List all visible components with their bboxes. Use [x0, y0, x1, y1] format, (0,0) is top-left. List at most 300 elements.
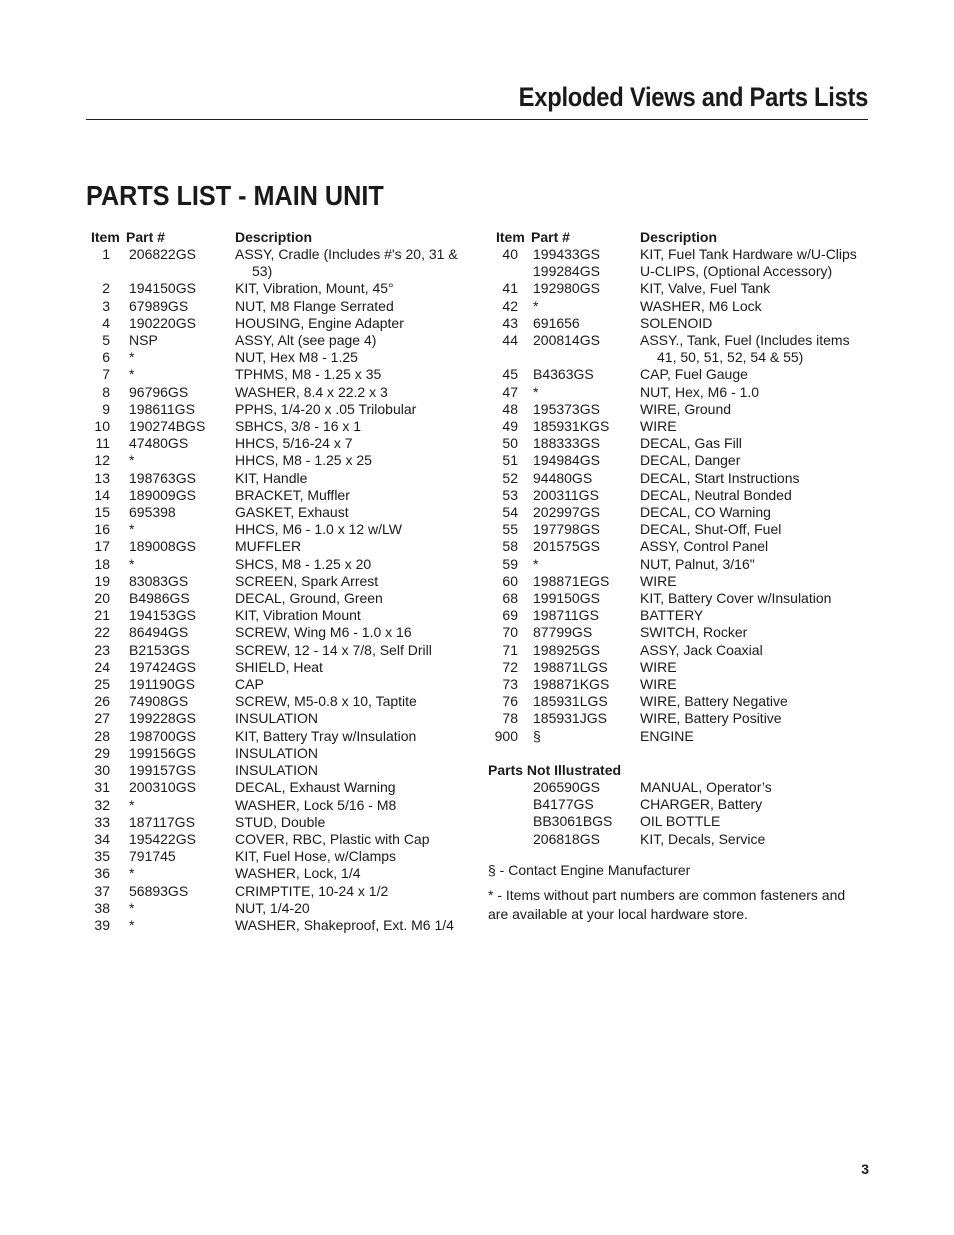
part-description [640, 246, 868, 263]
part-description [235, 573, 468, 590]
table-row [88, 865, 468, 882]
description-text: ENGINE [640, 727, 694, 744]
part-number: * [533, 555, 539, 572]
table-row [88, 332, 468, 349]
table-row [488, 676, 868, 693]
item-number: 49 [502, 418, 518, 435]
description-column-header: Description [235, 229, 313, 245]
item-number: 15 [94, 504, 110, 521]
table-row [488, 280, 868, 297]
part-number: 188333GS [533, 435, 600, 452]
description-text: HHCS, M8 - 1.25 x 25 [235, 452, 372, 469]
part-number: 192980GS [533, 280, 600, 297]
part-number: 189009GS [129, 486, 196, 503]
item-number: 51 [502, 452, 518, 469]
description-text: BATTERY [640, 607, 704, 624]
description-text: OIL BOTTLE [640, 813, 721, 830]
table-row [88, 384, 468, 401]
part-number: 201575GS [533, 538, 600, 555]
part-number: 87799GS [533, 624, 593, 641]
description-text: WASHER, Lock 5/16 - M8 [235, 796, 397, 813]
table-row [488, 452, 868, 469]
table-row [88, 349, 468, 366]
table-row [88, 315, 468, 332]
table-row [488, 315, 868, 332]
part-number: 691656 [533, 314, 580, 331]
part-description [640, 556, 868, 573]
part-description [235, 848, 468, 865]
description-text: SCREW, M5-0.8 x 10, Taptite [235, 693, 417, 710]
part-number: 83083GS [129, 572, 189, 589]
part-number: 185931JGS [533, 710, 607, 727]
parts-rows-left [88, 246, 468, 934]
item-number: 31 [94, 779, 110, 796]
part-description [640, 573, 868, 590]
part-description [235, 814, 468, 831]
part-number: * [129, 796, 135, 813]
description-text: BRACKET, Muffler [235, 486, 350, 503]
part-number: * [533, 383, 539, 400]
part-description [640, 263, 868, 280]
table-row [488, 642, 868, 659]
part-description [235, 693, 468, 710]
table-row [88, 452, 468, 469]
description-text: DECAL, Ground, Green [235, 590, 383, 607]
part-number: * [129, 366, 135, 383]
item-number: 22 [94, 624, 110, 641]
part-number: 198763GS [129, 469, 196, 486]
part-description [235, 332, 468, 349]
part-number: 194984GS [533, 452, 600, 469]
item-number: 68 [502, 590, 518, 607]
part-description [640, 366, 868, 383]
item-number: 33 [94, 813, 110, 830]
part-number: BB3061BGS [533, 813, 613, 830]
part-description [640, 813, 868, 830]
part-description [640, 401, 868, 418]
part-description [235, 315, 468, 332]
table-row [88, 900, 468, 917]
description-text: WIRE [640, 418, 677, 435]
part-number: 206818GS [533, 830, 600, 847]
description-text: WASHER, M6 Lock [640, 297, 762, 314]
item-number: 32 [94, 796, 110, 813]
part-number: * [129, 916, 135, 933]
item-number: 26 [94, 693, 110, 710]
part-description [640, 470, 868, 487]
table-row [88, 642, 468, 659]
item-number: 17 [94, 538, 110, 555]
item-number: 18 [94, 555, 110, 572]
table-row [88, 745, 468, 762]
part-number: 86494GS [129, 624, 189, 641]
table-row [88, 280, 468, 297]
item-number: 12 [94, 452, 110, 469]
item-number: 6 [102, 349, 110, 366]
item-number: 38 [94, 899, 110, 916]
item-number: 14 [94, 486, 110, 503]
part-number: B4986GS [129, 590, 190, 607]
item-number: 4 [102, 314, 110, 331]
part-number: 200814GS [533, 332, 600, 349]
table-row [488, 332, 868, 366]
item-number: 52 [502, 469, 518, 486]
part-description [235, 710, 468, 727]
table-row [88, 814, 468, 831]
part-number: 206590GS [533, 778, 600, 795]
item-number: 28 [94, 727, 110, 744]
item-number: 13 [94, 469, 110, 486]
description-text: STUD, Double [235, 813, 326, 830]
item-number: 39 [94, 916, 110, 933]
part-number: 94480GS [533, 469, 593, 486]
part-number: 198700GS [129, 727, 196, 744]
description-text: KIT, Vibration Mount [235, 607, 361, 624]
part-description [640, 693, 868, 710]
description-text: HHCS, M6 - 1.0 x 12 w/LW [235, 521, 403, 538]
part-description [235, 366, 468, 383]
part-number: 96796GS [129, 383, 189, 400]
part-description [235, 280, 468, 297]
item-number: 55 [502, 521, 518, 538]
part-number: 195422GS [129, 830, 196, 847]
item-number: 19 [94, 572, 110, 589]
description-text: SHIELD, Heat [235, 658, 323, 675]
item-number: 30 [94, 762, 110, 779]
description-text: MANUAL, Operator’s [640, 778, 772, 795]
part-number: 185931KGS [533, 418, 610, 435]
part-description [235, 246, 468, 280]
parts-rows-right [488, 246, 868, 745]
part-number: 185931LGS [533, 693, 608, 710]
section-title: PARTS LIST - MAIN UNIT [86, 180, 384, 211]
not-illustrated-rows [488, 779, 868, 848]
description-text: ASSY, Cradle (Includes #'s 20, 31 & [235, 246, 458, 262]
part-number: 195373GS [533, 400, 600, 417]
description-text: CAP, Fuel Gauge [640, 366, 748, 383]
part-number: 191190GS [129, 676, 195, 693]
part-number: 199156GS [129, 744, 196, 761]
item-number: 58 [502, 538, 518, 555]
item-number: 76 [502, 693, 518, 710]
item-number: 72 [502, 658, 518, 675]
item-number: 41 [502, 280, 518, 297]
part-number: 194150GS [129, 280, 196, 297]
part-number: 199228GS [129, 710, 196, 727]
item-column-header: Item [91, 229, 120, 245]
table-header [488, 229, 868, 246]
description-text: DECAL, Start Instructions [640, 469, 800, 486]
part-number: 198871LGS [533, 658, 608, 675]
item-number: 44 [502, 332, 518, 349]
part-description [640, 607, 868, 624]
table-row [88, 401, 468, 418]
part-description [640, 710, 868, 727]
not-illustrated-heading: Parts Not Illustrated [488, 761, 622, 778]
table-row [488, 590, 868, 607]
part-number: 199433GS [533, 246, 600, 262]
description-text: HHCS, 5/16-24 x 7 [235, 435, 353, 452]
part-description [235, 659, 468, 676]
part-number: 197798GS [533, 521, 600, 538]
item-number: 42 [502, 297, 518, 314]
part-number: 187117GS [129, 813, 195, 830]
part-number: 198611GS [129, 400, 195, 417]
part-number: 199150GS [533, 590, 600, 607]
part-number: 206822GS [129, 246, 196, 262]
table-row [488, 556, 868, 573]
table-row [488, 487, 868, 504]
item-number: 34 [94, 830, 110, 847]
part-number: 202997GS [533, 504, 600, 521]
table-row [488, 607, 868, 624]
item-number: 40 [502, 246, 518, 262]
part-description [640, 659, 868, 676]
part-number: 67989GS [129, 297, 189, 314]
description-text: INSULATION [235, 710, 318, 727]
part-description [640, 504, 868, 521]
header-rule [86, 119, 868, 120]
description-text: NUT, Palnut, 3/16" [640, 555, 755, 572]
part-number: 200310GS [129, 779, 196, 796]
item-number: 20 [94, 590, 110, 607]
part-number: B4363GS [533, 366, 594, 383]
part-number: B2153GS [129, 641, 190, 658]
description-text: ASSY, Control Panel [640, 538, 769, 555]
table-row [488, 779, 868, 796]
part-number: 189008GS [129, 538, 196, 555]
item-number: 45 [502, 366, 518, 383]
description-text: ASSY, Jack Coaxial [640, 641, 763, 658]
item-number: 9 [102, 400, 110, 417]
part-description [235, 676, 468, 693]
part-description [235, 384, 468, 401]
description-text: NUT, M8 Flange Serrated [235, 297, 394, 314]
engine-note: § - Contact Engine Manufacturer [488, 862, 691, 878]
description-text: KIT, Decals, Service [640, 830, 766, 847]
description-text: WASHER, 8.4 x 22.2 x 3 [235, 383, 388, 400]
item-number: 24 [94, 658, 110, 675]
part-description [235, 797, 468, 814]
table-row [488, 470, 868, 487]
table-row [88, 590, 468, 607]
item-number: 2 [102, 280, 110, 297]
description-text: PPHS, 1/4-20 x .05 Trilobular [235, 400, 417, 417]
description-text: SOLENOID [640, 314, 713, 331]
description-text: SCREW, Wing M6 - 1.0 x 16 [235, 624, 412, 641]
part-number: * [129, 521, 135, 538]
description-text: WIRE [640, 676, 677, 693]
part-description [235, 298, 468, 315]
part-description [640, 487, 868, 504]
part-description [235, 435, 468, 452]
table-row [88, 573, 468, 590]
description-text: WASHER, Shakeproof, Ext. M6 1/4 [235, 916, 454, 933]
part-description [235, 556, 468, 573]
parts-list-right [488, 229, 868, 848]
part-description [235, 607, 468, 624]
table-row [88, 435, 468, 452]
part-number: 199284GS [533, 263, 600, 280]
description-text: KIT, Fuel Hose, w/Clamps [235, 848, 397, 865]
description-text: ASSY, Alt (see page 4) [235, 332, 377, 349]
part-description [235, 728, 468, 745]
part-description [235, 418, 468, 435]
table-row [88, 607, 468, 624]
item-number: 23 [94, 641, 110, 658]
part-description [235, 624, 468, 641]
part-description [640, 418, 868, 435]
part-description [235, 521, 468, 538]
table-row [488, 418, 868, 435]
part-number: § [533, 727, 541, 744]
description-text: DECAL, Exhaust Warning [235, 779, 396, 796]
description-text: SBHCS, 3/8 - 16 x 1 [235, 418, 362, 435]
description-text: DECAL, Neutral Bonded [640, 486, 792, 503]
item-number: 8 [102, 383, 110, 400]
part-description [640, 831, 868, 848]
table-row [488, 263, 868, 280]
part-number: 199157GS [129, 762, 196, 779]
description-text: INSULATION [235, 744, 318, 761]
part-column-header: Part # [126, 229, 165, 245]
table-row [488, 366, 868, 383]
table-row [488, 624, 868, 641]
part-number: 198711GS [533, 607, 599, 624]
item-number: 10 [94, 418, 110, 435]
table-row [88, 762, 468, 779]
table-row [88, 676, 468, 693]
item-number: 71 [502, 641, 518, 658]
part-description [640, 538, 868, 555]
part-description [235, 401, 468, 418]
part-description [640, 384, 868, 401]
description-text: WIRE [640, 658, 677, 675]
table-row [488, 728, 868, 745]
table-row [88, 487, 468, 504]
part-number: 198871KGS [533, 676, 610, 693]
part-number: 198925GS [533, 641, 600, 658]
fastener-note: * - Items without part numbers are common fasteners and are available at your local hardware store. [488, 887, 846, 922]
table-row [488, 246, 868, 263]
description-text: MUFFLER [235, 538, 302, 555]
table-row [488, 401, 868, 418]
part-number: 56893GS [129, 882, 189, 899]
part-description [640, 280, 868, 297]
part-description [235, 917, 468, 934]
table-row [488, 384, 868, 401]
description-column-header: Description [640, 229, 718, 245]
table-row [88, 728, 468, 745]
description-text: DECAL, Shut-Off, Fuel [640, 521, 782, 538]
part-description [640, 435, 868, 452]
part-description [640, 624, 868, 641]
description-text: CAP [235, 676, 264, 693]
description-text: HOUSING, Engine Adapter [235, 314, 404, 331]
item-number: 47 [502, 383, 518, 400]
table-row [488, 813, 868, 830]
description-text: SCREW, 12 - 14 x 7/8, Self Drill [235, 641, 432, 658]
description-continuation: 41, 50, 51, 52, 54 & 55) [657, 349, 804, 366]
part-number: 47480GS [129, 435, 189, 452]
table-row [488, 298, 868, 315]
description-text: SCREEN, Spark Arrest [235, 572, 379, 589]
description-text: SWITCH, Rocker [640, 624, 748, 641]
table-row [88, 917, 468, 934]
description-text: CHARGER, Battery [640, 796, 763, 813]
part-description [235, 349, 468, 366]
part-description [640, 728, 868, 745]
part-number: 194153GS [129, 607, 196, 624]
part-description [640, 332, 868, 366]
item-number: 1 [102, 246, 110, 262]
part-description [640, 315, 868, 332]
description-text: DECAL, Gas Fill [640, 435, 742, 452]
description-text: DECAL, CO Warning [640, 504, 771, 521]
part-column-header: Part # [531, 229, 570, 245]
item-number: 3 [102, 297, 110, 314]
part-description [235, 779, 468, 796]
table-row [488, 710, 868, 727]
description-text: WASHER, Lock, 1/4 [235, 865, 361, 882]
part-description [640, 642, 868, 659]
item-number: 48 [502, 400, 518, 417]
item-number: 36 [94, 865, 110, 882]
description-text: KIT, Vibration, Mount, 45° [235, 280, 394, 297]
description-text: WIRE, Ground [640, 400, 732, 417]
part-description [235, 452, 468, 469]
table-row [88, 246, 468, 280]
part-description [640, 796, 868, 813]
item-number: 5 [102, 332, 110, 349]
part-description [235, 470, 468, 487]
item-number: 900 [494, 727, 518, 744]
table-row [88, 659, 468, 676]
table-row [488, 573, 868, 590]
part-number: * [533, 297, 539, 314]
part-description [640, 779, 868, 796]
description-text: WIRE, Battery Positive [640, 710, 782, 727]
part-description [235, 831, 468, 848]
item-number: 16 [94, 521, 110, 538]
part-number: * [129, 899, 135, 916]
item-number: 35 [94, 848, 110, 865]
item-number: 11 [95, 435, 110, 452]
description-text: SHCS, M8 - 1.25 x 20 [235, 555, 372, 572]
item-number: 25 [94, 676, 110, 693]
description-text: CRIMPTITE, 10-24 x 1/2 [235, 882, 389, 899]
table-row [88, 504, 468, 521]
table-row [488, 521, 868, 538]
item-number: 27 [94, 710, 110, 727]
part-number: 791745 [129, 848, 176, 865]
part-number: * [129, 555, 135, 572]
description-text: KIT, Valve, Fuel Tank [640, 280, 771, 297]
table-row [488, 659, 868, 676]
part-number: 200311GS [533, 486, 599, 503]
part-description [235, 883, 468, 900]
item-number: 43 [502, 314, 518, 331]
part-number: 190220GS [129, 314, 196, 331]
item-number: 7 [102, 366, 110, 383]
part-description [235, 865, 468, 882]
item-number: 50 [502, 435, 518, 452]
description-text: ASSY., Tank, Fuel (Includes items [640, 332, 850, 349]
part-description [235, 504, 468, 521]
table-header [88, 229, 468, 246]
part-description [235, 538, 468, 555]
part-description [640, 452, 868, 469]
